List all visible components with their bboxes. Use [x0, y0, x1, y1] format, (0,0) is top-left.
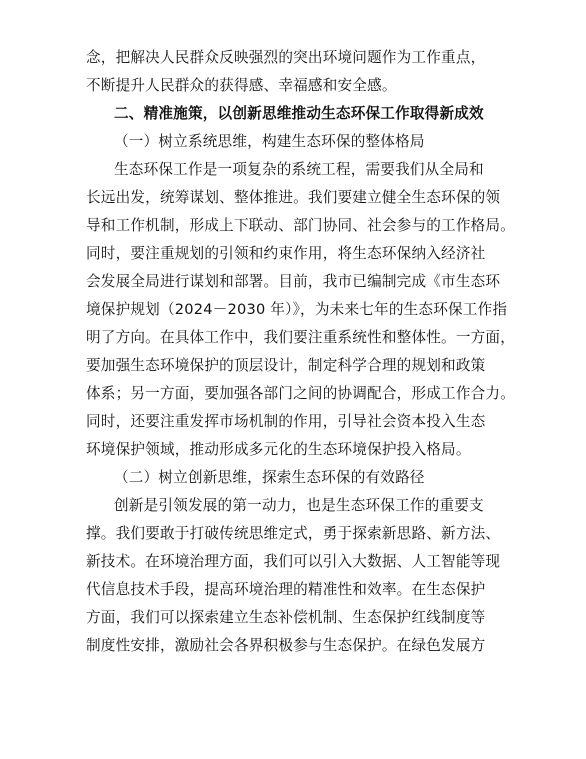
body-text-line: 不断提升人民群众的获得感、幸福感和安全感。 — [86, 77, 397, 94]
body-text-line: 创新是引领发展的第一动力，也是生态环保工作的重要支 — [114, 497, 484, 514]
body-text-line: 境保护规划（2024－2030 年）》，为未来七年的生态环保工作指 — [86, 301, 508, 318]
body-text-line: 导和工作机制，形成上下联动、部门协同、社会参与的工作格局。 — [86, 217, 516, 234]
body-text-line: 撑。我们要敢于打破传统思维定式，勇于探索新思路、新方法、 — [86, 525, 501, 542]
section-heading: 二、精准施策，以创新思维推动生态环保工作取得新成效 — [114, 105, 484, 122]
subsection-heading: （一）树立系统思维，构建生态环保的整体格局 — [114, 133, 425, 150]
body-text-line: 环境保护领域，推动形成多元化的生态环境保护投入格局。 — [86, 441, 471, 458]
body-text-line: 新技术。在环境治理方面，我们可以引入大数据、人工智能等现 — [86, 553, 501, 570]
body-text-line: 长远出发，统筹谋划、整体推进。我们要建立健全生态环保的领 — [86, 189, 501, 206]
subsection-heading: （二）树立创新思维，探索生态环保的有效路径 — [114, 469, 425, 486]
body-text-line: 念，把解决人民群众反映强烈的突出环境问题作为工作重点， — [86, 49, 486, 66]
body-text-line: 生态环保工作是一项复杂的系统工程，需要我们从全局和 — [114, 161, 484, 178]
body-text-line: 会发展全局进行谋划和部署。目前，我市已编制完成《市生态环 — [86, 273, 501, 290]
body-text-line: 方面，我们可以探索建立生态补偿机制、生态保护红线制度等 — [86, 609, 486, 626]
body-text-line: 明了方向。在具体工作中，我们要注重系统性和整体性。一方面， — [86, 329, 516, 346]
body-text-line: 同时，要注重规划的引领和约束作用，将生态环保纳入经济社 — [86, 245, 486, 262]
body-text-line: 体系；另一方面，要加强各部门之间的协调配合，形成工作合力。 — [86, 385, 516, 402]
body-text-line: 代信息技术手段，提高环境治理的精准性和效率。在生态保护 — [86, 581, 486, 598]
body-text-line: 制度性安排，激励社会各界积极参与生态保护。在绿色发展方 — [86, 637, 486, 654]
body-text-line: 同时，还要注重发挥市场机制的作用，引导社会资本投入生态 — [86, 413, 486, 430]
body-text-line: 要加强生态环境保护的顶层设计，制定科学合理的规划和政策 — [86, 357, 486, 374]
